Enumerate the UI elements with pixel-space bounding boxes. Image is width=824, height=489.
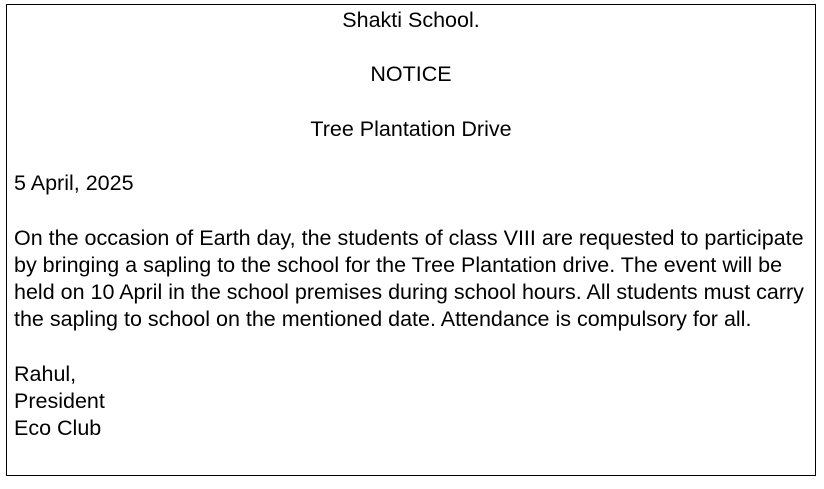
spacer (14, 34, 808, 61)
spacer (14, 143, 808, 170)
notice-heading: NOTICE (370, 62, 452, 87)
spacer (14, 197, 808, 224)
notice-body: On the occasion of Earth day, the students of class VIII are requested to participate by bringing a sapling to the school for the Tree Plantation drive. The event will be held on 10 April in the school premises during school hours. All students must carry the sapling to school on the mentioned date. Attendance is compulsory for all. (14, 225, 804, 332)
signatory-designation: President (14, 388, 105, 413)
school-name: Shakti School. (342, 8, 480, 32)
spacer (14, 333, 808, 360)
spacer (14, 89, 808, 116)
notice-document (6, 4, 816, 476)
signatory-name: Rahul, (14, 361, 77, 386)
signatory-organization: Eco Club (14, 415, 102, 440)
notice-subject: Tree Plantation Drive (310, 116, 512, 141)
notice-date: 5 April, 2025 (14, 171, 134, 196)
